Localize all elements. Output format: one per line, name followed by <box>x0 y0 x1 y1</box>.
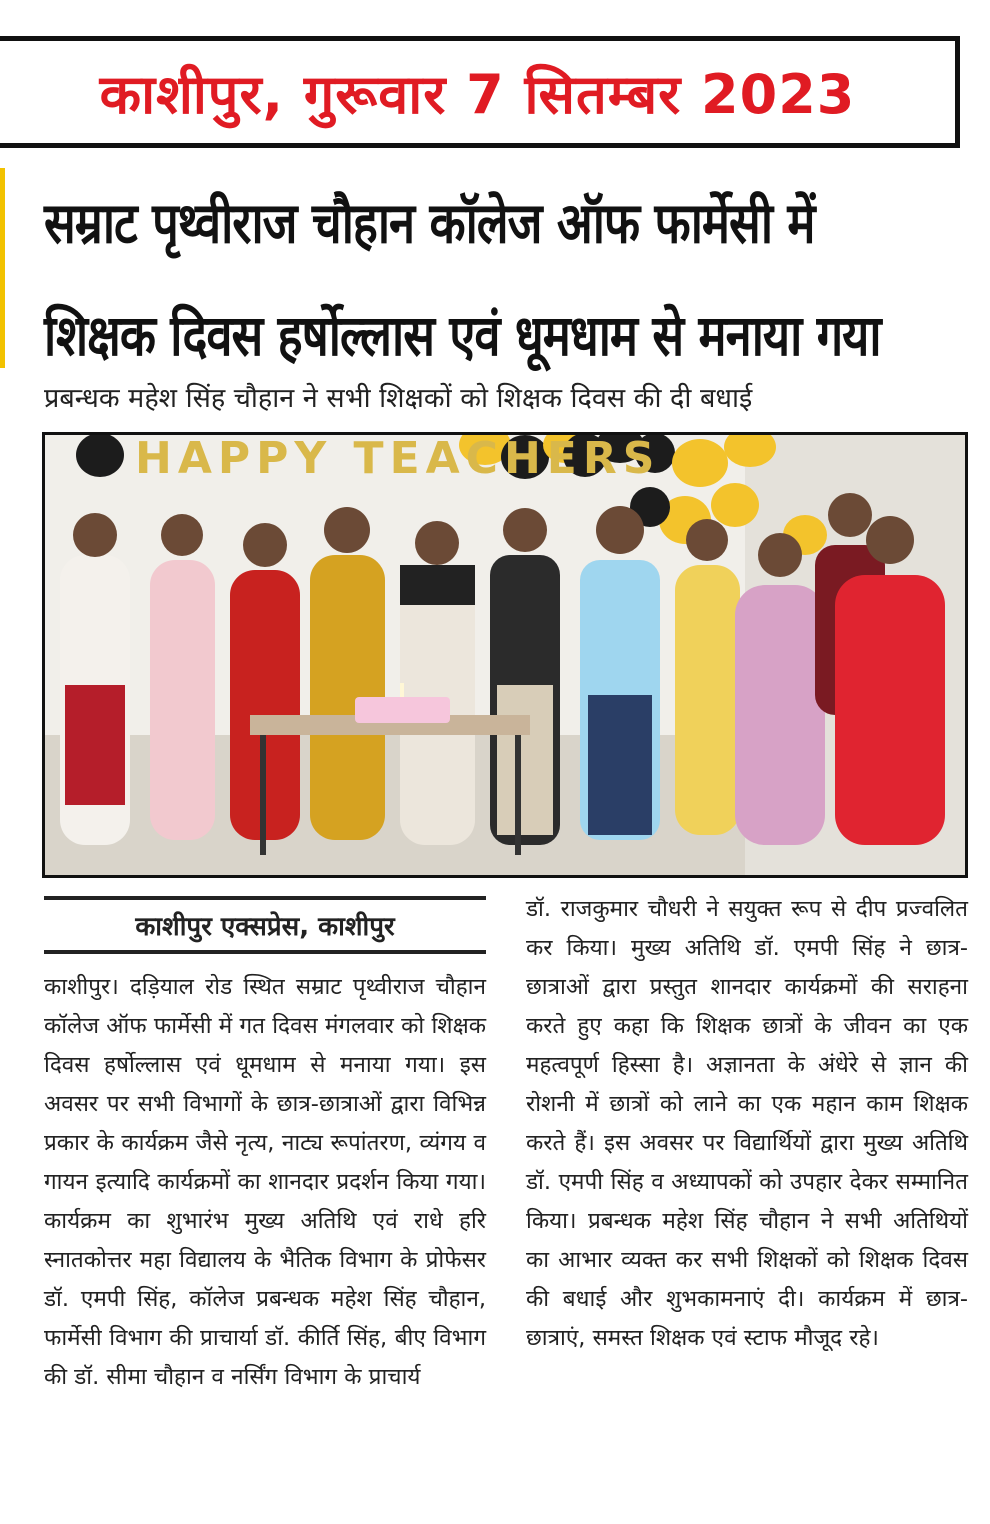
headline-line-1: सम्राट पृथ्वीराज चौहान कॉलेज ऑफ फार्मेसी में <box>44 190 815 257</box>
accent-bar <box>0 168 5 368</box>
byline: काशीपुर एक्सप्रेस, काशीपुर <box>44 896 486 954</box>
news-photo <box>42 432 968 878</box>
headline-line-2: शिक्षक दिवस हर्षोल्लास एवं धूमधाम से मनाया गया <box>44 303 881 370</box>
dateline: काशीपुर, गुरूवार 7 सितम्बर 2023 <box>0 36 960 148</box>
balloon-banner-text: HAPPY TEACHERS <box>135 435 661 484</box>
headline <box>44 168 970 394</box>
article-text-left: काशीपुर। दड़ियाल रोड स्थित सम्राट पृथ्वीराज चौहान कॉलेज ऑफ फार्मेसी में गत दिवस मंगलवार को शिक्षक दिवस हर्षोल्लास एवं धूमधाम से मनाया गया। इस अवसर पर सभी विभागों के छात्र-छात्राओं द्वारा विभिन्न प्रकार के कार्यक्रम जैसे नृत्य, नाट्य रूपांतरण, व्यंगय व गायन इत्यादि कार्यक्रमों का शानदार प्रदर्शन किया गया। कार्यक्रम का शुभारंभ मुख्य अतिथि एवं राधे हरि स्नातकोत्तर महा विद्यालय के भैतिक विभाग के प्रोफेसर डॉ. एमपी सिंह, कॉलेज प्रबन्धक महेश सिंह चौहान, फार्मेसी विभाग की प्राचार्या डॉ. कीर्ति सिंह, बीए विभाग की डॉ. सीमा चौहान व नर्सिंग विभाग के प्राचार्य <box>44 974 486 1390</box>
article-column-right <box>526 890 968 1358</box>
article-column-left <box>44 968 486 1397</box>
subheadline: प्रबन्धक महेश सिंह चौहान ने सभी शिक्षकों को शिक्षक दिवस की दी बधाई <box>44 383 753 414</box>
article-text-right: डॉ. राजकुमार चौधरी ने सयुक्त रूप से दीप प्रज्वलित कर किया। मुख्य अतिथि डॉ. एमपी सिंह ने छात्र-छात्राओं द्वारा प्रस्तुत शानदार कार्यक्रमों की सराहना करते हुए कहा कि शिक्षक छात्रों के जीवन का एक महत्वपूर्ण हिस्सा है। अज्ञानता के अंधेरे से ज्ञान की रोशनी में छात्रों को लाने का एक महान काम शिक्षक करते हैं। इस अवसर पर विद्यार्थियों द्वारा मुख्य अतिथि डॉ. एमपी सिंह व अध्यापकों को उपहार देकर सम्मानित किया। प्रबन्धक महेश सिंह चौहान ने सभी अतिथियों का आभार व्यक्त कर सभी शिक्षकों को शिक्षक दिवस की बधाई और शुभकामनाएं दी। कार्यक्रम में छात्र-छात्राएं, समस्त शिक्षक एवं स्टाफ मौजूद रहे। <box>526 896 968 1351</box>
photo-illustration <box>45 435 965 875</box>
